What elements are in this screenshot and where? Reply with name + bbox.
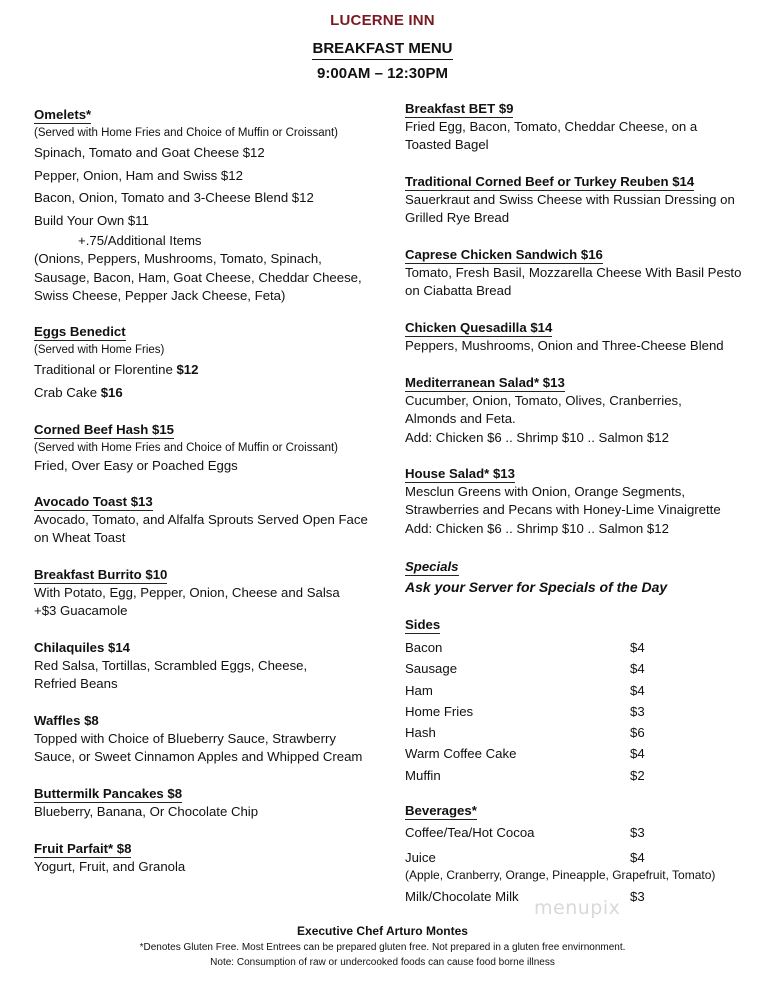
section-desc: Refried Beans <box>34 676 118 692</box>
side-item <box>405 680 750 701</box>
item-price: $3 <box>630 825 645 840</box>
section-title: Chilaquiles $14 <box>34 640 131 655</box>
menupix-watermark: menupix <box>534 897 621 919</box>
item-name: Crab Cake <box>34 384 101 400</box>
section-desc: Sauce, or Sweet Cinnamon Apples and Whipped Cream <box>34 749 363 765</box>
item-price: $16 <box>100 384 123 400</box>
item-price: $4 <box>630 661 645 677</box>
section-corned-beef-hash <box>34 421 379 475</box>
item-price: $3 <box>630 703 645 719</box>
beverage-item <box>405 846 750 871</box>
specials-title: Specials <box>405 559 459 574</box>
item-price: $3 <box>630 889 645 904</box>
section-desc: With Potato, Egg, Pepper, Onion, Cheese and Salsa <box>34 585 340 600</box>
section-title: Beverages* <box>405 803 477 818</box>
section-desc: Red Salsa, Tortillas, Scrambled Eggs, Cheese, <box>34 658 308 673</box>
item-price: $4 <box>630 746 645 762</box>
section-title: House Salad* $13 <box>405 466 515 481</box>
item-name: Hash <box>405 725 436 741</box>
section-sides <box>405 616 750 786</box>
executive-chef: Executive Chef Arturo Montes <box>297 924 468 938</box>
section-desc: Blueberry, Banana, Or Chocolate Chip <box>34 804 259 819</box>
specials-text: Ask your Server for Specials of the Day <box>405 579 668 595</box>
item-name: Muffin <box>405 767 441 783</box>
section-caprese-chicken <box>405 246 750 301</box>
section-addons: Add: Chicken $6 .. Shrimp $10 .. Salmon $12 <box>405 520 669 536</box>
item-price: $12 <box>176 362 199 377</box>
section-eggs-benedict <box>34 323 379 404</box>
section-buttermilk-pancakes <box>34 785 379 821</box>
item-name: Juice <box>405 849 436 865</box>
section-note: (Served with Home Fries) <box>34 344 165 356</box>
menu-item: Bacon, Onion, Tomato and 3-Cheese Blend $12 <box>34 190 314 205</box>
item-price: $2 <box>630 767 645 783</box>
item-name: Milk/Chocolate Milk <box>405 889 519 904</box>
section-desc: Fried, Over Easy or Poached Eggs <box>34 458 238 473</box>
menu-item <box>34 359 379 382</box>
additional-items-note: +.75/Additional Items <box>78 233 202 248</box>
inn-name: LUCERNE INN <box>330 12 435 29</box>
item-price: $4 <box>630 682 645 698</box>
item-name: Ham <box>405 682 433 698</box>
section-title: Mediterranean Salad* $13 <box>405 375 565 390</box>
section-title: Corned Beef Hash $15 <box>34 422 174 437</box>
section-specials <box>405 558 750 598</box>
section-title: Traditional Corned Beef or Turkey Reuben $14 <box>405 174 695 189</box>
section-title: Omelets* <box>34 107 92 122</box>
juice-options-note: (Apple, Cranberry, Orange, Pineapple, Grapefruit, Tomato) <box>405 868 716 882</box>
section-chicken-quesadilla <box>405 319 750 355</box>
gluten-free-note: *Denotes Gluten Free. Most Entrees can be prepared gluten free. Not prepared in a gluten free envirnonment. <box>139 942 626 953</box>
menu-item: Pepper, Onion, Ham and Swiss $12 <box>34 167 243 183</box>
side-item <box>405 637 750 658</box>
section-omelets <box>34 106 379 306</box>
section-beverages <box>405 802 750 910</box>
section-desc: Topped with Choice of Blueberry Sauce, Strawberry <box>34 731 336 746</box>
section-house-salad <box>405 465 750 538</box>
menu-hours: 9:00AM – 12:30PM <box>317 65 448 82</box>
section-title: Buttermilk Pancakes $8 <box>34 786 183 801</box>
section-title: Avocado Toast $13 <box>34 494 153 509</box>
item-name: Traditional or Florentine <box>34 362 177 377</box>
section-title: Eggs Benedict <box>34 324 126 339</box>
side-item <box>405 743 750 764</box>
item-price: $4 <box>630 849 645 865</box>
section-desc: Grilled Rye Bread <box>405 210 510 226</box>
section-desc: Avocado, Tomato, and Alfalfa Sprouts Served Open Face <box>34 512 368 527</box>
section-desc: Tomato, Fresh Basil, Mozzarella Cheese With Basil Pesto <box>405 265 742 280</box>
menu-item: Build Your Own $11 <box>34 212 149 228</box>
item-name: Coffee/Tea/Hot Cocoa <box>405 825 535 840</box>
menu-item <box>34 382 379 405</box>
item-name: Sausage <box>405 661 458 677</box>
item-name: Bacon <box>405 640 443 655</box>
section-desc: Sauerkraut and Swiss Cheese with Russian Dressing on <box>405 192 735 207</box>
section-desc: +$3 Guacamole <box>34 603 128 619</box>
menu-title: BREAKFAST MENU <box>312 39 452 60</box>
section-fruit-parfait <box>34 840 379 876</box>
menu-footer <box>0 922 765 970</box>
beverage-item <box>405 821 750 846</box>
section-title: Breakfast BET $9 <box>405 101 514 116</box>
section-reuben <box>405 173 750 228</box>
section-breakfast-burrito <box>34 566 379 621</box>
section-desc: Mesclun Greens with Onion, Orange Segments, <box>405 484 686 499</box>
section-desc: on Ciabatta Bread <box>405 283 512 299</box>
section-desc: Yogurt, Fruit, and Granola <box>34 859 186 874</box>
section-desc: Cucumber, Onion, Tomato, Olives, Cranberries, <box>405 393 682 408</box>
raw-food-warning: Note: Consumption of raw or undercooked foods can cause food borne illness <box>210 957 555 968</box>
options-line: Swiss Cheese, Pepper Jack Cheese, Feta) <box>34 288 286 304</box>
section-desc: Peppers, Mushrooms, Onion and Three-Cheese Blend <box>405 338 724 353</box>
side-item <box>405 722 750 743</box>
side-item <box>405 658 750 679</box>
item-name: Warm Coffee Cake <box>405 746 517 762</box>
section-desc: on Wheat Toast <box>34 530 126 546</box>
section-desc: Almonds and Feta. <box>405 411 516 427</box>
section-addons: Add: Chicken $6 .. Shrimp $10 .. Salmon $12 <box>405 429 669 445</box>
section-mediterranean-salad <box>405 374 750 447</box>
item-name: Home Fries <box>405 703 474 719</box>
section-title: Sides <box>405 617 441 632</box>
options-line: Sausage, Bacon, Ham, Goat Cheese, Cheddar Cheese, <box>34 269 362 285</box>
section-title: Waffles $8 <box>34 713 99 728</box>
section-note: (Served with Home Fries and Choice of Muffin or Croissant) <box>34 127 339 139</box>
section-breakfast-bet <box>405 100 750 155</box>
menu-item: Spinach, Tomato and Goat Cheese $12 <box>34 145 265 160</box>
section-title: Fruit Parfait* $8 <box>34 841 132 856</box>
item-price: $4 <box>630 640 645 655</box>
section-note: (Served with Home Fries and Choice of Muffin or Croissant) <box>34 442 339 454</box>
side-item <box>405 765 750 786</box>
section-desc: Strawberries and Pecans with Honey-Lime Vinaigrette <box>405 502 721 518</box>
section-title: Chicken Quesadilla $14 <box>405 320 553 335</box>
section-title: Caprese Chicken Sandwich $16 <box>405 247 603 262</box>
item-price: $6 <box>630 725 645 741</box>
menu-header <box>0 11 765 84</box>
section-chilaquiles <box>34 639 379 694</box>
section-title: Breakfast Burrito $10 <box>34 567 168 582</box>
section-avocado-toast <box>34 493 379 548</box>
side-item <box>405 701 750 722</box>
section-desc: Toasted Bagel <box>405 137 489 153</box>
options-line: (Onions, Peppers, Mushrooms, Tomato, Spinach, <box>34 251 322 267</box>
section-desc: Fried Egg, Bacon, Tomato, Cheddar Cheese, on a <box>405 119 698 134</box>
section-waffles <box>34 712 379 767</box>
